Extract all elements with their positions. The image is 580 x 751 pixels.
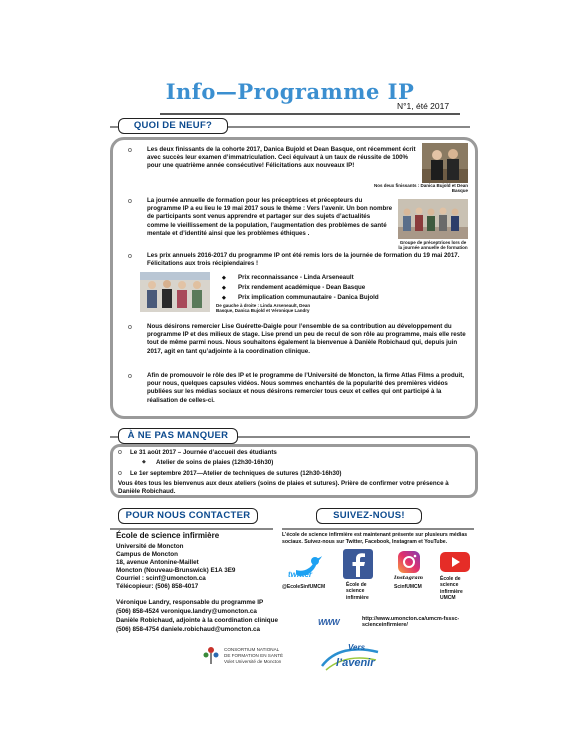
consortium-logo-icon: [202, 645, 220, 665]
school-name: École de science infirmière: [116, 531, 220, 540]
edition-label: N°1, été 2017: [397, 101, 450, 111]
bullet-icon: o: [128, 373, 132, 380]
diamond-bullet-icon: ◆: [222, 295, 226, 301]
news-item-awards: Les prix annuels 2016-2017 du programme IP ont été remis lors de la journée de formation du 19 mai 2017. Félicitations aux trois récipiendaires !: [147, 252, 460, 268]
newsletter-title: Info—Programme IP: [165, 79, 415, 104]
award-item: ◆ Prix rendement académique - Dean Basque: [222, 284, 366, 291]
news-item-training-day: La journée annuelle de formation pour les préceptrices et précepteurs du programme IP a eu lieu le 19 mai 2017 sous le thème : Vers l’avenir. Un bon nombre de participants sont venus apprendre et partager sur des sujets d’actualités comme le vieillissement de la population, l’augmentation des problèmes de santé mentale et d’identité ainsi que les problèmes éthiques .: [147, 197, 393, 237]
contact-underline: [110, 528, 273, 530]
events-section-label: À NE PAS MANQUER: [118, 428, 238, 444]
consortium-name: CONSORTIUM NATIONAL DE FORMATION EN SANTÉ Volet Université de Moncton: [224, 647, 284, 664]
responsible-contact: (506) 858-4524 veronique.landry@umoncton.ca: [116, 608, 257, 615]
bullet-icon: o: [118, 470, 122, 477]
follow-section-label: SUIVEZ-NOUS!: [316, 508, 422, 524]
event-sutures-workshop: Le 1er septembre 2017—Atelier de techniques de sutures (12h30-16h30): [130, 470, 342, 477]
graduates-photo-caption: Nos deux finissants : Danica Bujold et Dean Basque: [373, 183, 468, 194]
responsible-name: Véronique Landry, responsable du programme IP: [116, 599, 264, 606]
bullet-icon: o: [128, 324, 132, 331]
instagram-wordmark: Instagram: [394, 575, 423, 581]
preceptors-photo: [398, 199, 468, 239]
instagram-icon[interactable]: [398, 551, 420, 573]
twitter-handle[interactable]: @EcoleSinfUMCM: [282, 584, 326, 590]
twitter-wordmark: twitter: [288, 570, 312, 579]
fax-line: Télécopieur: (506) 858-4017: [116, 583, 199, 590]
diamond-bullet-icon: ◆: [222, 285, 226, 291]
youtube-caption: École de science infirmière UMCM: [440, 576, 463, 602]
instagram-handle[interactable]: ScinfUMCM: [394, 584, 422, 590]
news-section-label: QUOI DE NEUF?: [118, 118, 228, 134]
facebook-caption: École de science infirmière: [346, 582, 369, 601]
event-wound-care-workshop: Atelier de soins de plaies (12h30-16h30): [156, 459, 274, 466]
youtube-icon[interactable]: [440, 552, 470, 572]
bullet-icon: o: [128, 147, 132, 154]
bullet-icon: ◆: [142, 459, 146, 465]
events-note: Vous êtes tous les bienvenus aux deux ateliers (soins de plaies et sutures). Prière de confirmer votre présence à Danièle Robichaud.: [118, 480, 449, 496]
award-item: ◆ Prix implication communautaire - Danica Bujold: [222, 294, 379, 301]
email-line: Courriel : scinf@umoncton.ca: [116, 575, 206, 582]
diamond-bullet-icon: ◆: [222, 275, 226, 281]
news-item-videos: Afin de promouvoir le rôle des IP et le programme de l’Université de Moncton, la firme Atlas Films a produit, pour nous, quelques capsules vidéos. Nous sommes enchantés de la popularité des premières vidéos publiées sur les médias sociaux et nous désirons remercier tous ceux et celles qui ont participé à la réalisation de celles-ci.: [147, 372, 465, 404]
address-line: Campus de Moncton: [116, 551, 178, 558]
www-icon: WWW: [318, 618, 340, 627]
website-link[interactable]: http://www.umoncton.ca/umcm-fsssc-scienceinfirmiere/: [362, 616, 460, 629]
vers-lavenir-line1: Vers: [348, 643, 366, 652]
address-line: Moncton (Nouveau-Brunswick) E1A 3E9: [116, 567, 236, 574]
graduates-photo: [422, 143, 468, 183]
address-line: Université de Moncton: [116, 543, 184, 550]
bullet-icon: o: [128, 198, 132, 205]
news-item-graduates: Les deux finissants de la cohorte 2017, Danica Bujold et Dean Basque, ont récemment écrit avec succès leur examen d’immatriculation. Ceci équivaut à un taux de réussite de 100% pour une quatrième année consécutive! Félicitations aux nouveaux IP!: [147, 146, 416, 170]
award-winners-caption: De gauche à droite : Linda Arseneault, Dean Basque, Danica Bujold et Véronique Landry: [216, 303, 311, 314]
vers-lavenir-line2: l’avenir: [336, 657, 375, 669]
award-winners-photo: [140, 272, 210, 312]
contact-section-label: POUR NOUS CONTACTER: [118, 508, 258, 524]
assistant-name: Danièle Robichaud, adjointe à la coordination clinique: [116, 617, 278, 624]
follow-underline: [282, 528, 474, 530]
social-intro: L’école de science infirmière est maintenant présente sur plusieurs médias sociaux. Suivez-nous sur Twitter, Facebook, Instagram et YouTube.: [282, 532, 468, 545]
facebook-icon[interactable]: [343, 549, 373, 579]
title-divider: [160, 113, 460, 115]
award-item: ◆ Prix reconnaissance - Linda Arseneault: [222, 274, 354, 281]
address-line: 18, avenue Antonine-Maillet: [116, 559, 199, 566]
bullet-icon: o: [128, 253, 132, 260]
news-item-thanks: Nous désirons remercier Lise Guérette-Daigle pour l’ensemble de sa contribution au développement du programme IP et des milieux de stage. Lise prend un peu de recul de son rôle au programme, mais elle reste tout de même parmi nous. Nous souhaitons également la bienvenue à Danièle Robichaud qui, depuis juin 2017, agit en tant qu’adjointe à la coordination clinique.: [147, 323, 466, 355]
preceptors-photo-caption: Groupe de préceptrices lors de la journée annuelle de formation: [398, 240, 468, 251]
assistant-contact: (506) 858-4754 daniele.robichaud@umoncton.ca: [116, 626, 261, 633]
event-welcome-day: Le 31 août 2017 – Journée d’accueil des étudiants: [130, 449, 277, 456]
bullet-icon: o: [118, 449, 122, 456]
